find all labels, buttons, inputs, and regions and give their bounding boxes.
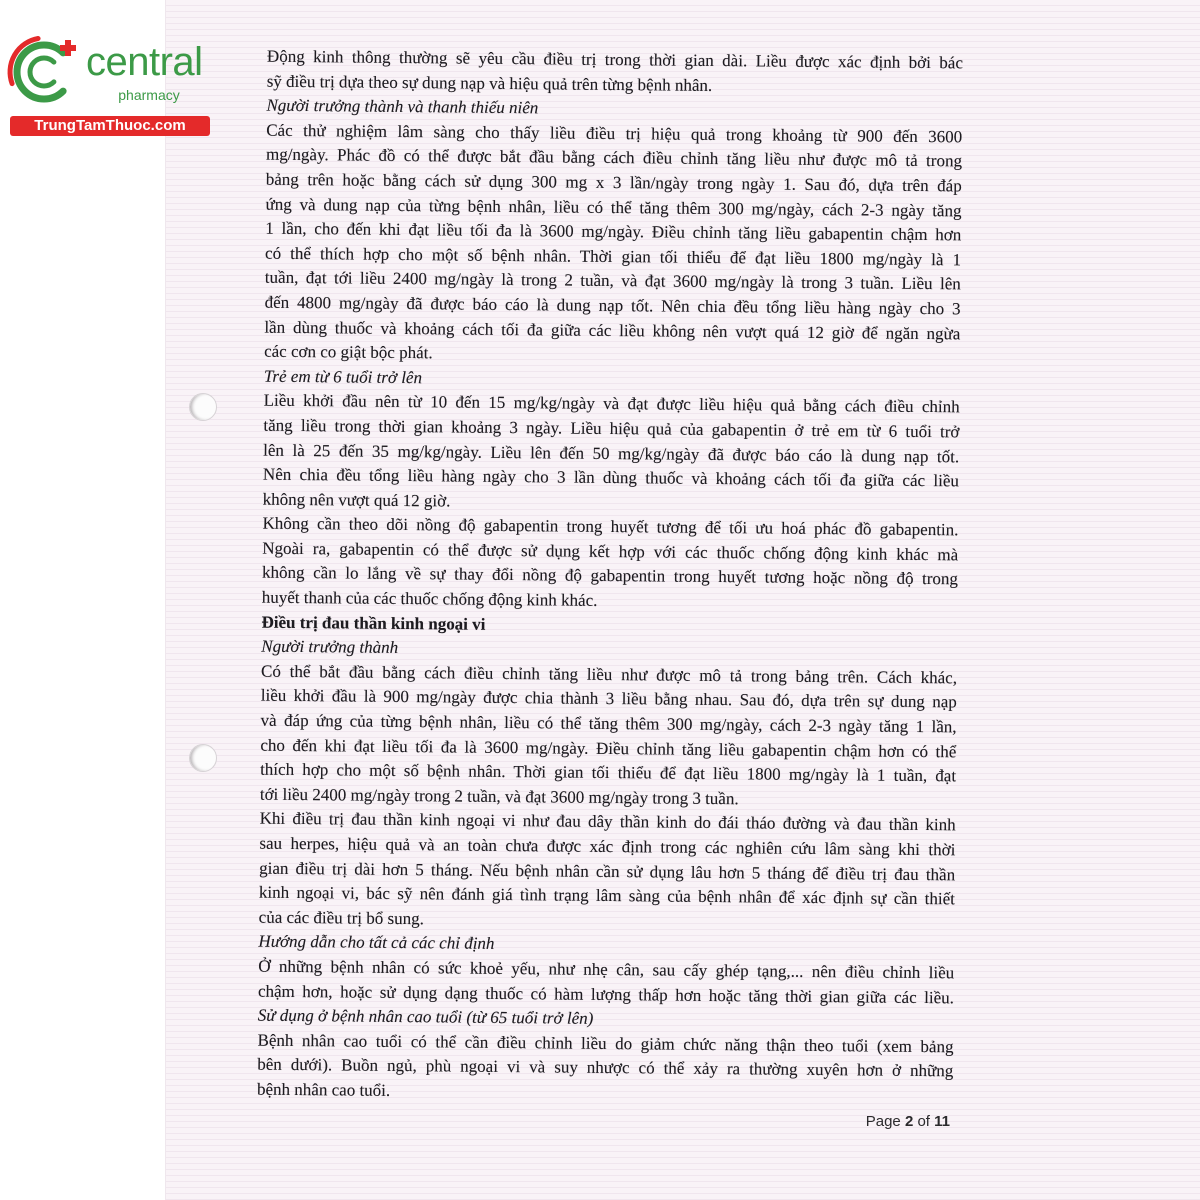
paragraph-line: tuần, đạt tới liều 2400 mg/ngày là trong 2 tuần, và đạt 3600 mg/ngày là trong 3 tuần. Liều lên <box>264 268 961 294</box>
total-pages: 11 <box>934 1113 950 1130</box>
brand-name: central <box>86 40 203 84</box>
section-heading: Người trưởng thành <box>261 636 399 658</box>
paragraph-line: kinh ngoại vi, bác sỹ nên đánh giá tình trạng lâm sàng của bệnh nhân để xác định sự cần thiết <box>258 882 956 909</box>
paragraph-line: và đáp ứng của từng bệnh nhân, liều có thể tăng thêm 300 mg/ngày, cách 2-3 ngày tăng 1 lần, <box>260 710 957 737</box>
paragraph-line: các cơn co giật bộc phát. <box>264 341 433 363</box>
paragraph-line: không cần lo lắng về sự thay đổi nồng độ gabapentin trong huyết tương hoặc nồng độ trong <box>261 563 959 589</box>
paragraph-line: đến 4800 mg/ngày đã được báo cáo là dung nạp tốt. Nên chia đều tổng liều hàng ngày cho 3 <box>264 292 961 319</box>
paragraph-line: liều khởi đầu là 900 mg/ngày được chia thành 3 liều bằng nhau. Sau đó, dựa trên sự dung nạp <box>260 686 957 712</box>
epilepsy-intro-paragraph <box>267 45 963 101</box>
paragraph-line: Khi điều trị đau thần kinh ngoại vi như đau dây thần kinh do đái tháo đường và đau thần kinh <box>259 809 956 835</box>
paragraph-line: thích hợp cho một số bệnh nhân. Thời gian tối thiểu để đạt liều 1800 mg/ngày là 1 tuần, đạt <box>260 759 957 786</box>
section-title: Điều trị đau thần kinh ngoại vi <box>261 612 486 634</box>
paragraph-line: Bệnh nhân cao tuổi có thể cần điều chỉnh liều do giảm chức năng thận theo tuổi (xem bảng <box>257 1030 954 1057</box>
paragraph-line: Các thử nghiệm lâm sàng cho thấy liều điều trị hiệu quả trong khoảng từ 900 đến 3600 <box>266 120 963 147</box>
current-page: 2 <box>904 1113 914 1130</box>
paragraph-line: 1 lần, cho đến khi đạt liều tối đa là 3600 mg/ngày. Điều chỉnh tăng liều gabapentin chậm hơn <box>265 218 962 245</box>
paragraph-line: lên là 25 đến 35 mg/kg/ngày. Liều lên đến 50 mg/kg/ngày đã được báo cáo là dung nạp tốt. <box>263 440 960 466</box>
section-heading: Trẻ em từ 6 tuổi trở lên <box>263 366 423 387</box>
section-heading: Người trưởng thành và thanh thiếu niên <box>266 95 539 118</box>
paragraph-line: chậm hơn, hoặc sử dụng dạng thuốc có hàm lượng thấp hơn hoặc tăng thời gian giữa các liều. <box>257 981 955 1007</box>
monitoring-paragraph <box>262 512 959 617</box>
paragraph-line: bên dưới). Buồn ngủ, phù ngoại vi và suy nhược có thể xảy ra thường xuyên hơn ở những <box>257 1054 954 1081</box>
paragraph-line: ứng và dung nạp của từng bệnh nhân, liều có thể tăng thêm 300 mg/ngày, cách 2-3 ngày tăng <box>265 194 962 220</box>
paragraph-line: huyết thanh của các thuốc chống động kinh khác. <box>261 587 598 610</box>
paragraph-line: cho đến khi đạt liều tối đa là 3600 mg/ngày. Điều chỉnh tăng liều gabapentin chậm hơn có thể <box>260 735 957 761</box>
pharmacy-cross-logo-icon <box>4 30 84 110</box>
children-section <box>263 364 960 518</box>
paragraph-line: Không cần theo dõi nồng độ gabapentin trong huyết tương để tối ưu hoá phác đồ gabapentin. <box>262 513 959 540</box>
paragraph-line: sỹ điều trị dựa theo sự dung nạp và hiệu quả trên từng bệnh nhân. <box>266 71 713 95</box>
paragraph-line: tăng liều trong thời gian khoảng 3 ngày. Liều hiệu quả của gabapentin ở trẻ em từ 6 tuổi trở <box>263 415 960 442</box>
paragraph-line: Ngoài ra, gabapentin có thể được sử dụng kết hợp với các thuốc chống động kinh khác mà <box>262 538 959 565</box>
neuropathic-pain-section <box>259 610 958 936</box>
paragraph-line: Có thể bắt đầu bằng cách điều chỉnh tăng liều như được mô tả trong bảng trên. Cách khác, <box>260 661 958 688</box>
paragraph-line: bảng trên hoặc bằng cách sử dụng 300 mg x 3 lần/ngày trong ngày 1. Sau đó, dựa trên đáp <box>265 169 962 196</box>
paragraph-line: lần dùng thuốc và khoảng cách tối đa giữa các liều không nên vượt quá 12 giờ để ngăn ngừa <box>264 317 961 343</box>
elderly-section <box>257 1004 954 1109</box>
all-indications-section <box>258 930 955 1010</box>
paragraph-line: Động kinh thông thường sẽ yêu cầu điều trị trong thời gian dài. Liều được xác định bởi bác <box>266 46 964 73</box>
punch-hole <box>189 393 217 421</box>
paragraph-line: bệnh nhân cao tuổi. <box>256 1079 391 1100</box>
paragraph-line: không nên vượt quá 12 giờ. <box>262 489 451 511</box>
brand-subtitle: pharmacy <box>118 87 180 103</box>
paragraph-line: sau herpes, hiệu quả và an toàn chưa được xác định trong các nghiên cứu lâm sàng khi thời <box>259 833 956 860</box>
paragraph-line: Nên chia đều tổng liều hàng ngày cho 3 lần dùng thuốc và khoảng cách tối đa giữa các liều <box>262 464 960 491</box>
paragraph-line: Liều khởi đầu nên từ 10 đến 15 mg/kg/ngày và đạt được liều hiệu quả bằng cách điều chỉnh <box>263 390 960 417</box>
paragraph-line: mg/ngày. Phác đồ có thể được bắt đầu bằng cách điều chỉnh tăng liều như được mô tả trong <box>265 145 963 171</box>
paragraph-line: gian điều trị dài hơn 5 tháng. Nếu bệnh nhân cần sử dụng lâu hơn 5 tháng để điều trị đau thần <box>259 858 956 884</box>
page-word: Page <box>865 1113 901 1130</box>
adults-adolescents-section <box>264 94 963 371</box>
document-body <box>257 45 963 1109</box>
paragraph-line: của các điều trị bổ sung. <box>258 907 425 929</box>
section-heading: Sử dụng ở bệnh nhân cao tuổi (từ 65 tuổi trở lên) <box>257 1005 594 1029</box>
section-heading: Hướng dẫn cho tất cả các chỉ định <box>258 932 495 954</box>
paragraph-line: có thể thích hợp cho một số bệnh nhân. Thời gian tối thiểu để đạt liều 1800 mg/ngày là 1 <box>265 243 962 270</box>
page-number <box>866 1112 950 1132</box>
paragraph-line: tới liều 2400 mg/ngày trong 2 tuần, và đạt 3600 mg/ngày trong 3 tuần. <box>259 784 739 809</box>
of-word: of <box>917 1113 930 1130</box>
website-banner: TrungTamThuoc.com <box>10 116 210 136</box>
punch-hole <box>189 744 217 772</box>
paragraph-line: Ở những bệnh nhân có sức khoẻ yếu, như nhẹ cân, sau cấy ghép tạng,... nên điều chỉnh liều <box>258 956 955 983</box>
